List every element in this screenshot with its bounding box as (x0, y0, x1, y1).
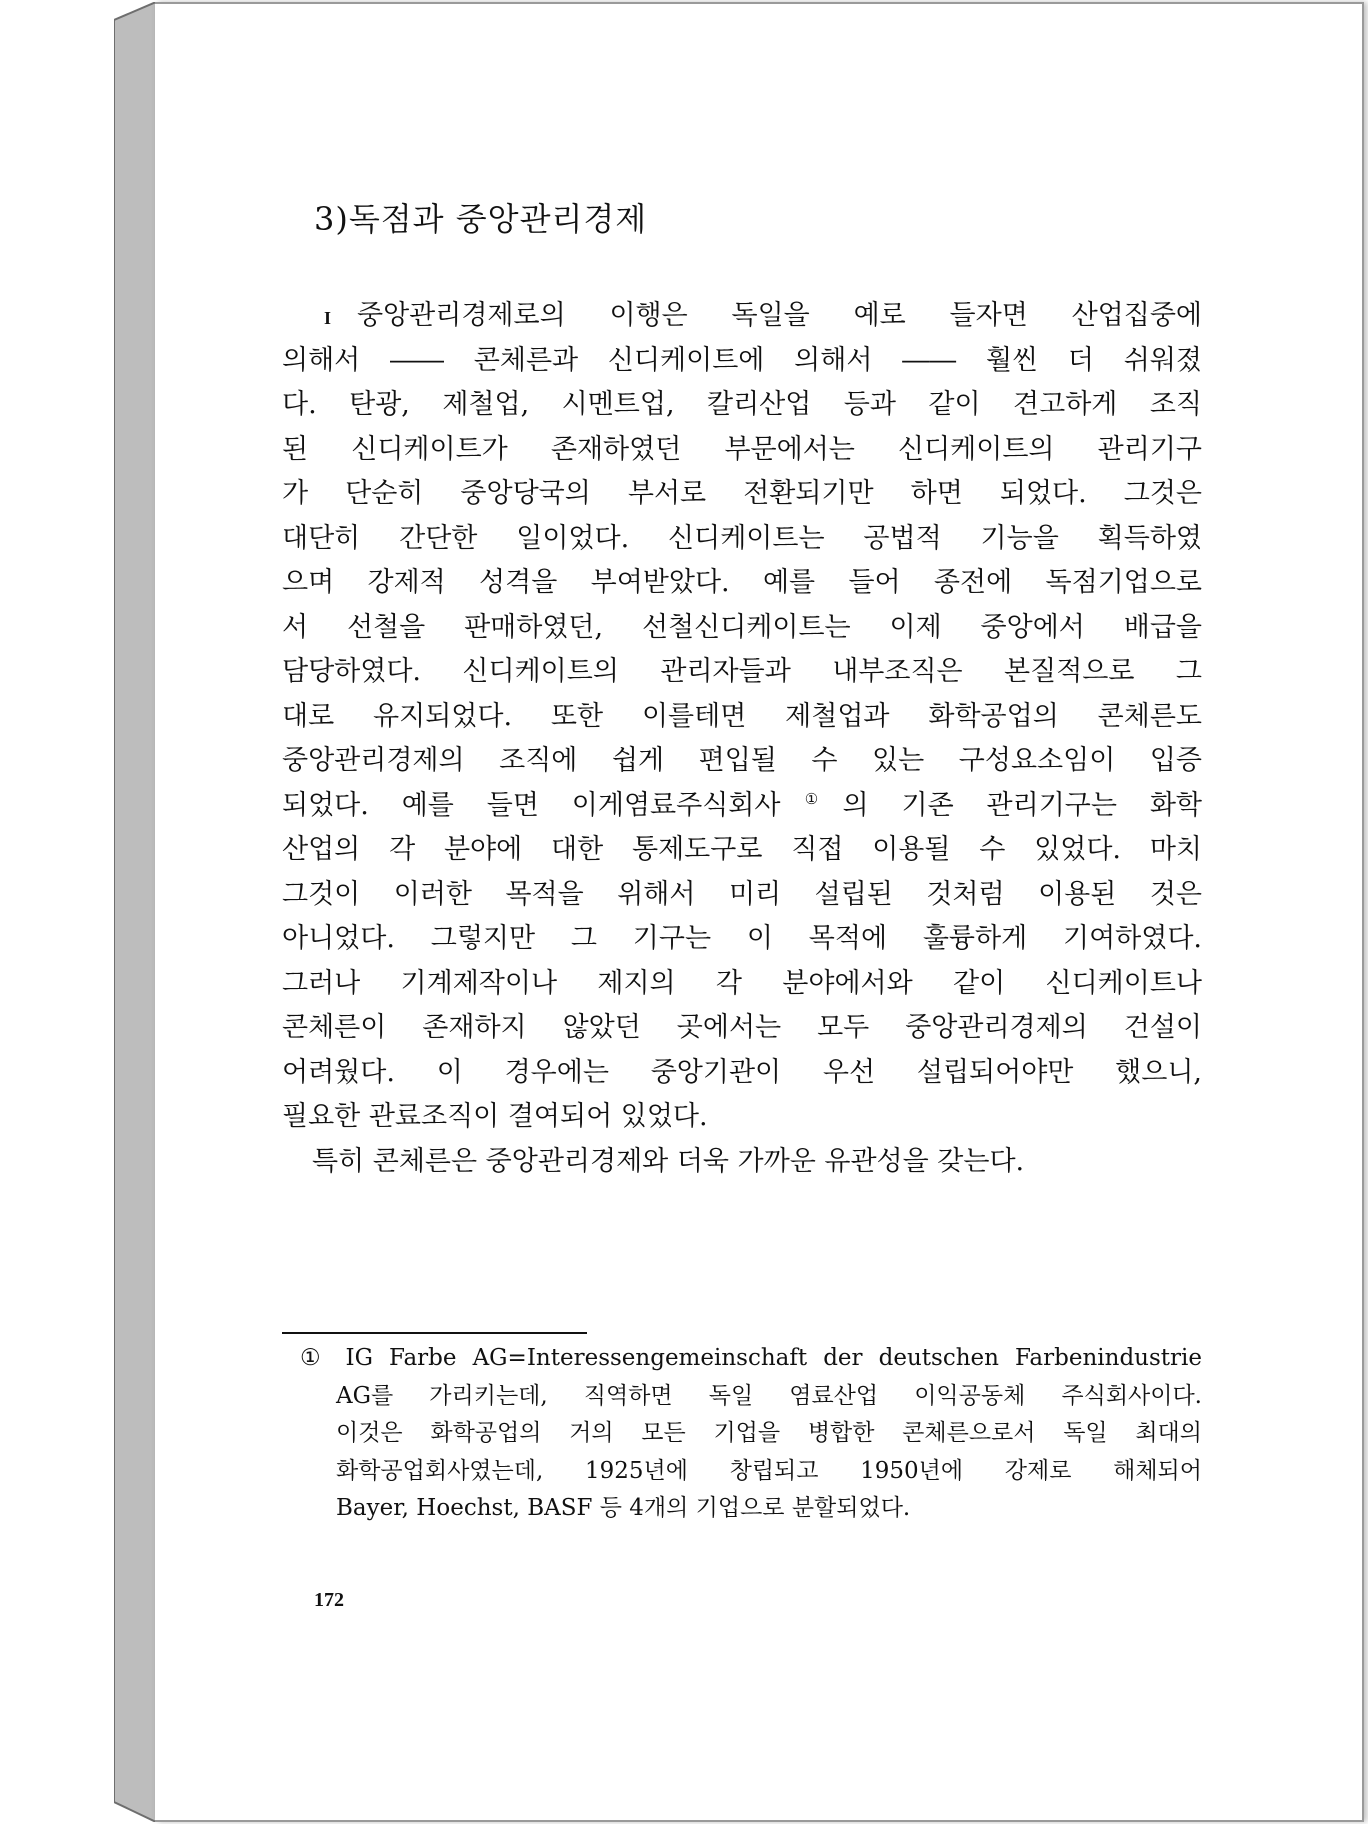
paragraph-line: 아니었다. 그렇지만 그 기구는 이 목적에 훌륭하게 기여하였다. (282, 923, 1202, 954)
paragraph-line: 대로 유지되었다. 또한 이를테면 제철업과 화학공업의 콘체른도 (282, 700, 1202, 732)
book-page (155, 2, 1364, 1822)
footnote (300, 1340, 1202, 1528)
book-spine-edge (114, 2, 156, 1822)
paragraph-line: 콘체른이 존재하지 않았던 곳에서는 모두 중앙관리경제의 건설이 (282, 1012, 1202, 1043)
paragraph-marker: I (324, 308, 332, 328)
paragraph-line: 필요한 관료조직이 결여되어 있었다. (282, 1101, 708, 1132)
footnote-line: Bayer, Hoechst, BASF 등 4개의 기업으로 분할되었다. (336, 1495, 911, 1521)
paragraph-line: 담당하였다. 신디케이트의 관리자들과 내부조직은 본질적으로 그 (282, 656, 1202, 687)
section-title: 3)독점과 중앙관리경제 (314, 200, 648, 238)
line-text: 되었다. 예를 들면 이게염료주식회사 (282, 789, 781, 821)
paragraph-line: 가 단순히 중앙당국의 부서로 전환되기만 하면 되었다. 그것은 (282, 478, 1202, 509)
page-number: 172 (314, 1589, 344, 1611)
book-spine-graphic (114, 2, 156, 1822)
paragraph-line: 서 선철을 판매하였던, 선철신디케이트는 이제 중앙에서 배급을 (282, 611, 1202, 643)
footnote-line: 화학공업회사였는데, 1925년에 창립되고 1950년에 강제로 해체되어 (336, 1457, 1202, 1484)
paragraph-line: 다. 탄광, 제철업, 시멘트업, 칼리산업 등과 같이 견고하게 조직 (282, 389, 1202, 420)
paragraph-line (282, 294, 1202, 339)
paragraph-line: 산업의 각 분야에 대한 통제도구로 직접 이용될 수 있었다. 마치 (282, 834, 1202, 865)
paragraph-line: 중앙관리경제의 조직에 쉽게 편입될 수 있는 구성요소임이 입증 (282, 745, 1202, 776)
paragraph-line (282, 784, 1202, 829)
line-text: 의 기존 관리기구는 화학 (842, 789, 1203, 821)
paragraph-line: 특히 콘체른은 중앙관리경제와 더욱 가까운 유관성을 갖는다. (312, 1145, 1025, 1177)
line-text: 중앙관리경제로의 이행은 독일을 예로 들자면 산업집중에 (357, 300, 1202, 331)
footnote-reference[interactable]: ① (780, 789, 843, 808)
paragraph-line: 된 신디케이트가 존재하였던 부문에서는 신디케이트의 관리기구 (282, 433, 1202, 465)
paragraph-line: 의해서 ―― 콘체른과 신디케이트에 의해서 ―― 훨씬 더 쉬워졌 (282, 344, 1202, 376)
paragraph-line: 대단히 간단한 일이었다. 신디케이트는 공법적 기능을 획득하였 (282, 522, 1202, 554)
paragraph-line: 그러나 기계제작이나 제지의 각 분야에서와 같이 신디케이트나 (282, 967, 1202, 999)
footnote-line: ① IG Farbe AG=Interessengemeinschaft der deutschen Farbenindustrie (300, 1345, 1202, 1371)
paragraph-line: 어려웠다. 이 경우에는 중앙기관이 우선 설립되어야만 했으니, (282, 1056, 1202, 1088)
paragraph-line: 으며 강제적 성격을 부여받았다. 예를 들어 종전에 독점기업으로 (282, 567, 1202, 598)
paragraph-line: 그것이 이러한 목적을 위해서 미리 설립된 것처럼 이용된 것은 (282, 878, 1202, 910)
footnote-divider (282, 1332, 587, 1334)
footnote-line: 이것은 화학공업의 거의 모든 기업을 병합한 콘체른으로서 독일 최대의 (336, 1420, 1202, 1446)
paragraph (282, 294, 1202, 1184)
footnote-line: AG를 가리키는데, 직역하면 독일 염료산업 이익공동체 주식회사이다. (336, 1382, 1202, 1409)
